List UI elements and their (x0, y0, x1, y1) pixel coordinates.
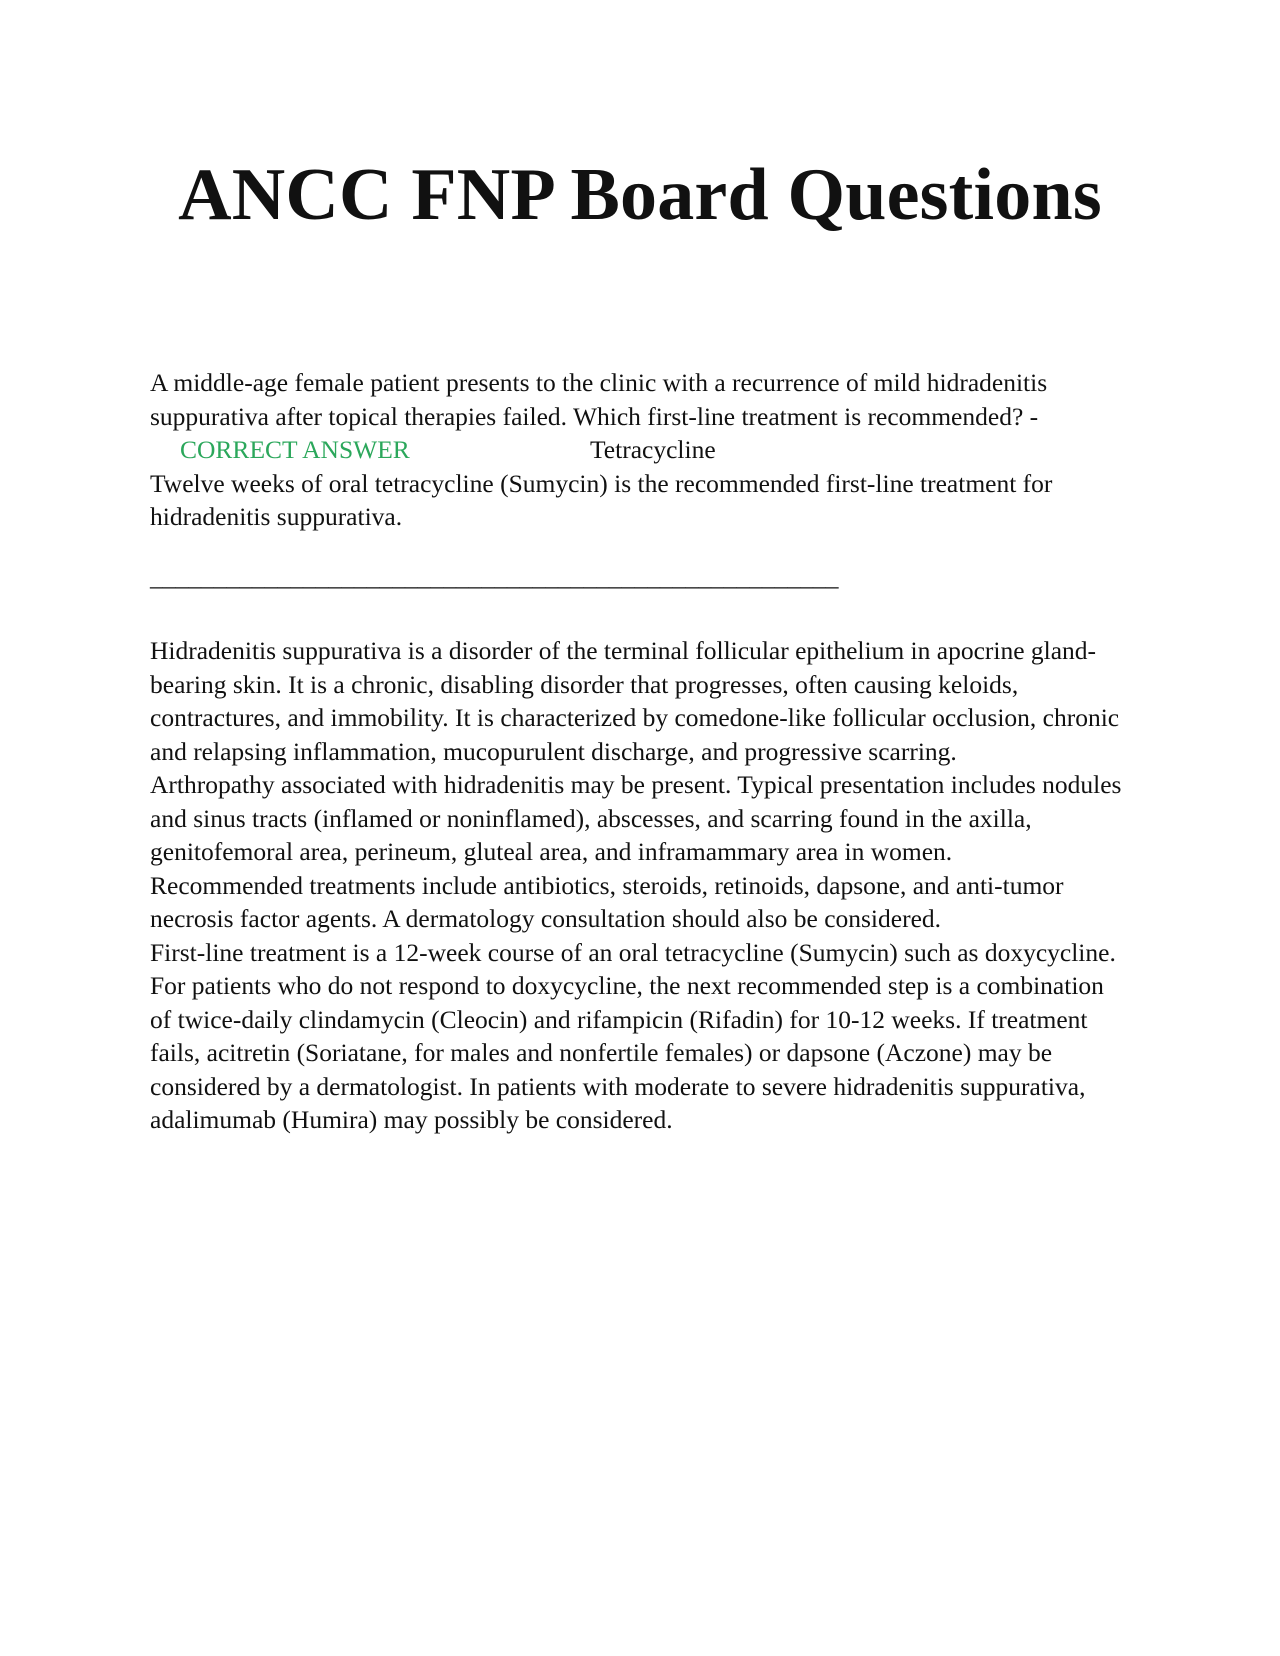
separator-line: ______________________________________________________ (150, 562, 839, 591)
correct-answer-label: CORRECT ANSWER (180, 435, 410, 464)
explanation-paragraph: Hidradenitis suppurativa is a disorder of the terminal follicular epithelium in apocrine gland-bearing skin. It is a chronic, disabling disorder that progresses, often causing keloids, contractures, and immobility. It is characterized by comedone-like follicular occlusion, chronic and relapsing inflammation, mucopurulent discharge, and progressive scarring. (150, 636, 1120, 766)
answer-rationale: Twelve weeks of oral tetracycline (Sumycin) is the recommended first-line treatment for hidradenitis suppurativa. (150, 468, 1053, 531)
answer-value: Tetracycline (590, 435, 716, 464)
question-stem: A middle-age female patient presents to the clinic with a recurrence of mild hidradenitis suppurativa after topical therapies failed. Which first-line treatment is recommended? - (150, 368, 1048, 431)
question-block (150, 366, 1130, 534)
explanation-paragraph: First-line treatment is a 12-week course of an oral tetracycline (Sumycin) such as doxycycline. For patients who do not respond to doxycycline, the next recommended step is a combination of twice-daily clindamycin (Cleocin) and rifampicin (Rifadin) for 10-12 weeks. If treatment fails, acitretin (Soriatane, for males and nonfertile females) or dapsone (Aczone) may be considered by a dermatologist. In patients with moderate to severe hidradenitis suppurativa, adalimumab (Humira) may possibly be considered. (150, 937, 1116, 1134)
explanation-paragraph: Arthropathy associated with hidradenitis may be present. Typical presentation includes nodules and sinus tracts (inflamed or noninflamed), abscesses, and scarring found in the axilla, genitofemoral area, perineum, gluteal area, and inframammary area in women. (150, 770, 1122, 866)
explanation-paragraph: Recommended treatments include antibiotics, steroids, retinoids, dapsone, and anti-tumor necrosis factor agents. A dermatology consultation should also be considered. (150, 870, 1064, 933)
page-title: ANCC FNP Board Questions (178, 154, 1102, 236)
explanation-block (150, 634, 1130, 1137)
